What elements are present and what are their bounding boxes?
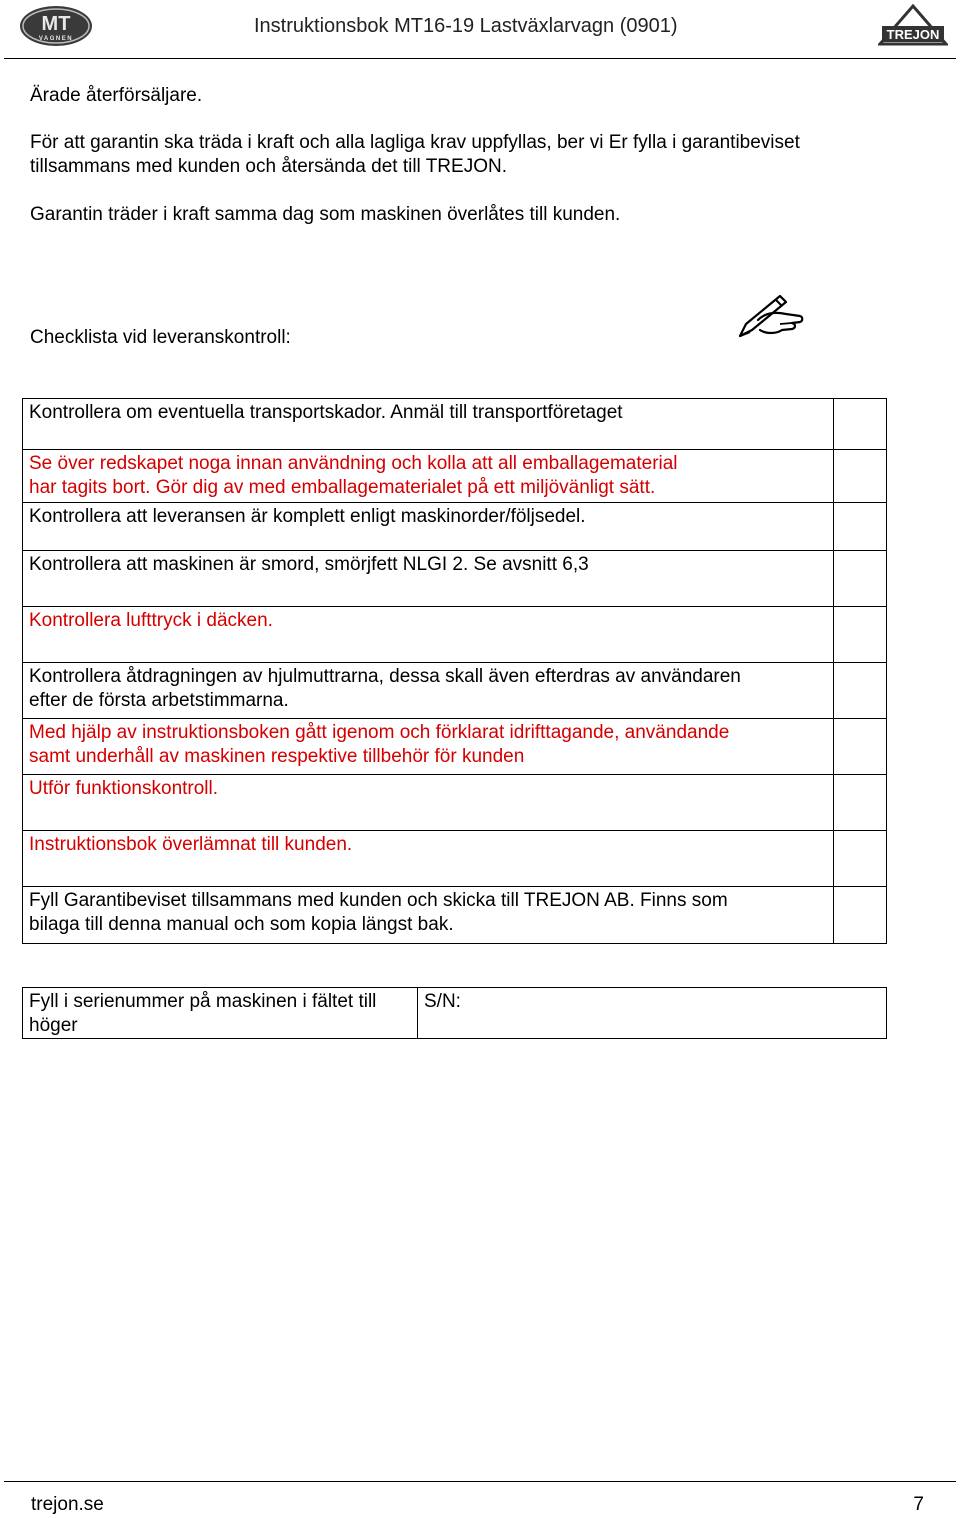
checklist-checkbox-cell[interactable]: [834, 503, 887, 551]
checklist-item-line: Kontrollera att maskinen är smord, smörjfett NLGI 2. Se avsnitt 6,3: [29, 554, 589, 575]
checklist-item-line: samt underhåll av maskinen respektive tillbehör för kunden: [29, 746, 525, 767]
mt-vagnen-logo: [18, 4, 94, 48]
header-divider: [4, 58, 956, 59]
checklist-item-text: [23, 831, 834, 887]
document-title: Instruktionsbok MT16-19 Lastväxlarvagn (0901): [254, 15, 678, 37]
warranty-start-paragraph: Garantin träder i kraft samma dag som maskinen överlåtes till kunden.: [30, 204, 621, 225]
serial-number-table: [22, 987, 887, 1039]
checklist-item-text: [23, 450, 834, 503]
warranty-paragraph-line-2: tillsammans med kunden och återsända det till TREJON.: [30, 156, 507, 177]
checklist-item-text: [23, 719, 834, 775]
checklist-row: [23, 719, 887, 775]
checklist-item-text: [23, 551, 834, 607]
checklist-row: [23, 503, 887, 551]
mt-logo-text: MT: [41, 13, 71, 35]
checklist-row: [23, 663, 887, 719]
checklist-row: [23, 607, 887, 663]
footer-divider: [4, 1481, 956, 1482]
checklist-item-line: Med hjälp av instruktionsboken gått igenom och förklarat idrifttagande, användande: [29, 722, 730, 743]
greeting: Ärade återförsäljare.: [30, 85, 203, 106]
trejon-logo-text: TREJON: [886, 27, 940, 42]
warranty-paragraph-line-1: För att garantin ska träda i kraft och alla lagliga krav uppfyllas, ber vi Er fylla i garantibeviset: [30, 132, 800, 153]
checklist-row: [23, 887, 887, 944]
serial-number-row: [23, 988, 887, 1039]
writing-hand-icon: [736, 290, 806, 342]
serial-number-field-label: S/N:: [424, 991, 461, 1012]
checklist-item-line: bilaga till denna manual och som kopia längst bak.: [29, 914, 454, 935]
serial-number-field[interactable]: [418, 988, 887, 1039]
checklist-item-line: Kontrollera åtdragningen av hjulmuttrarna, dessa skall även efterdras av användaren: [29, 666, 741, 687]
checklist-item-line: efter de första arbetstimmarna.: [29, 690, 289, 711]
checklist-checkbox-cell[interactable]: [834, 831, 887, 887]
checklist-item-line: Fyll Garantibeviset tillsammans med kunden och skicka till TREJON AB. Finns som: [29, 890, 728, 911]
checklist-heading: Checklista vid leveranskontroll:: [30, 327, 291, 348]
checklist-checkbox-cell[interactable]: [834, 607, 887, 663]
checklist-checkbox-cell[interactable]: [834, 775, 887, 831]
serial-number-label: Fyll i serienummer på maskinen i fältet till höger: [23, 988, 418, 1039]
checklist-checkbox-cell[interactable]: [834, 450, 887, 503]
checklist-checkbox-cell[interactable]: [834, 551, 887, 607]
checklist-row: [23, 450, 887, 503]
checklist-item-line: Se över redskapet noga innan användning och kolla att all emballagematerial: [29, 453, 678, 474]
checklist-row: [23, 399, 887, 450]
checklist-row: [23, 551, 887, 607]
delivery-checklist-table: [22, 398, 887, 944]
mt-logo-subtext: VAGNEN: [38, 36, 74, 42]
checklist-item-line: Kontrollera att leveransen är komplett enligt maskinorder/följsedel.: [29, 506, 586, 527]
checklist-checkbox-cell[interactable]: [834, 887, 887, 944]
checklist-item-text: [23, 887, 834, 944]
checklist-item-line: Utför funktionskontroll.: [29, 778, 219, 799]
checklist-item-line: har tagits bort. Gör dig av med emballagematerialet på ett miljövänligt sätt.: [29, 477, 656, 498]
page-header: [0, 0, 960, 58]
checklist-checkbox-cell[interactable]: [834, 663, 887, 719]
page-number: 7: [913, 1494, 924, 1515]
checklist-checkbox-cell[interactable]: [834, 719, 887, 775]
checklist-item-text: [23, 399, 834, 450]
checklist-item-line: Kontrollera lufttryck i däcken.: [29, 610, 273, 631]
checklist-item-line: Kontrollera om eventuella transportskador. Anmäl till transportföretaget: [29, 402, 623, 423]
checklist-item-text: [23, 503, 834, 551]
trejon-logo: [878, 4, 948, 50]
checklist-item-text: [23, 607, 834, 663]
checklist-checkbox-cell[interactable]: [834, 399, 887, 450]
checklist-item-text: [23, 775, 834, 831]
footer-website: trejon.se: [31, 1494, 104, 1515]
checklist-row: [23, 775, 887, 831]
checklist-row: [23, 831, 887, 887]
checklist-item-line: Instruktionsbok överlämnat till kunden.: [29, 834, 353, 855]
checklist-item-text: [23, 663, 834, 719]
